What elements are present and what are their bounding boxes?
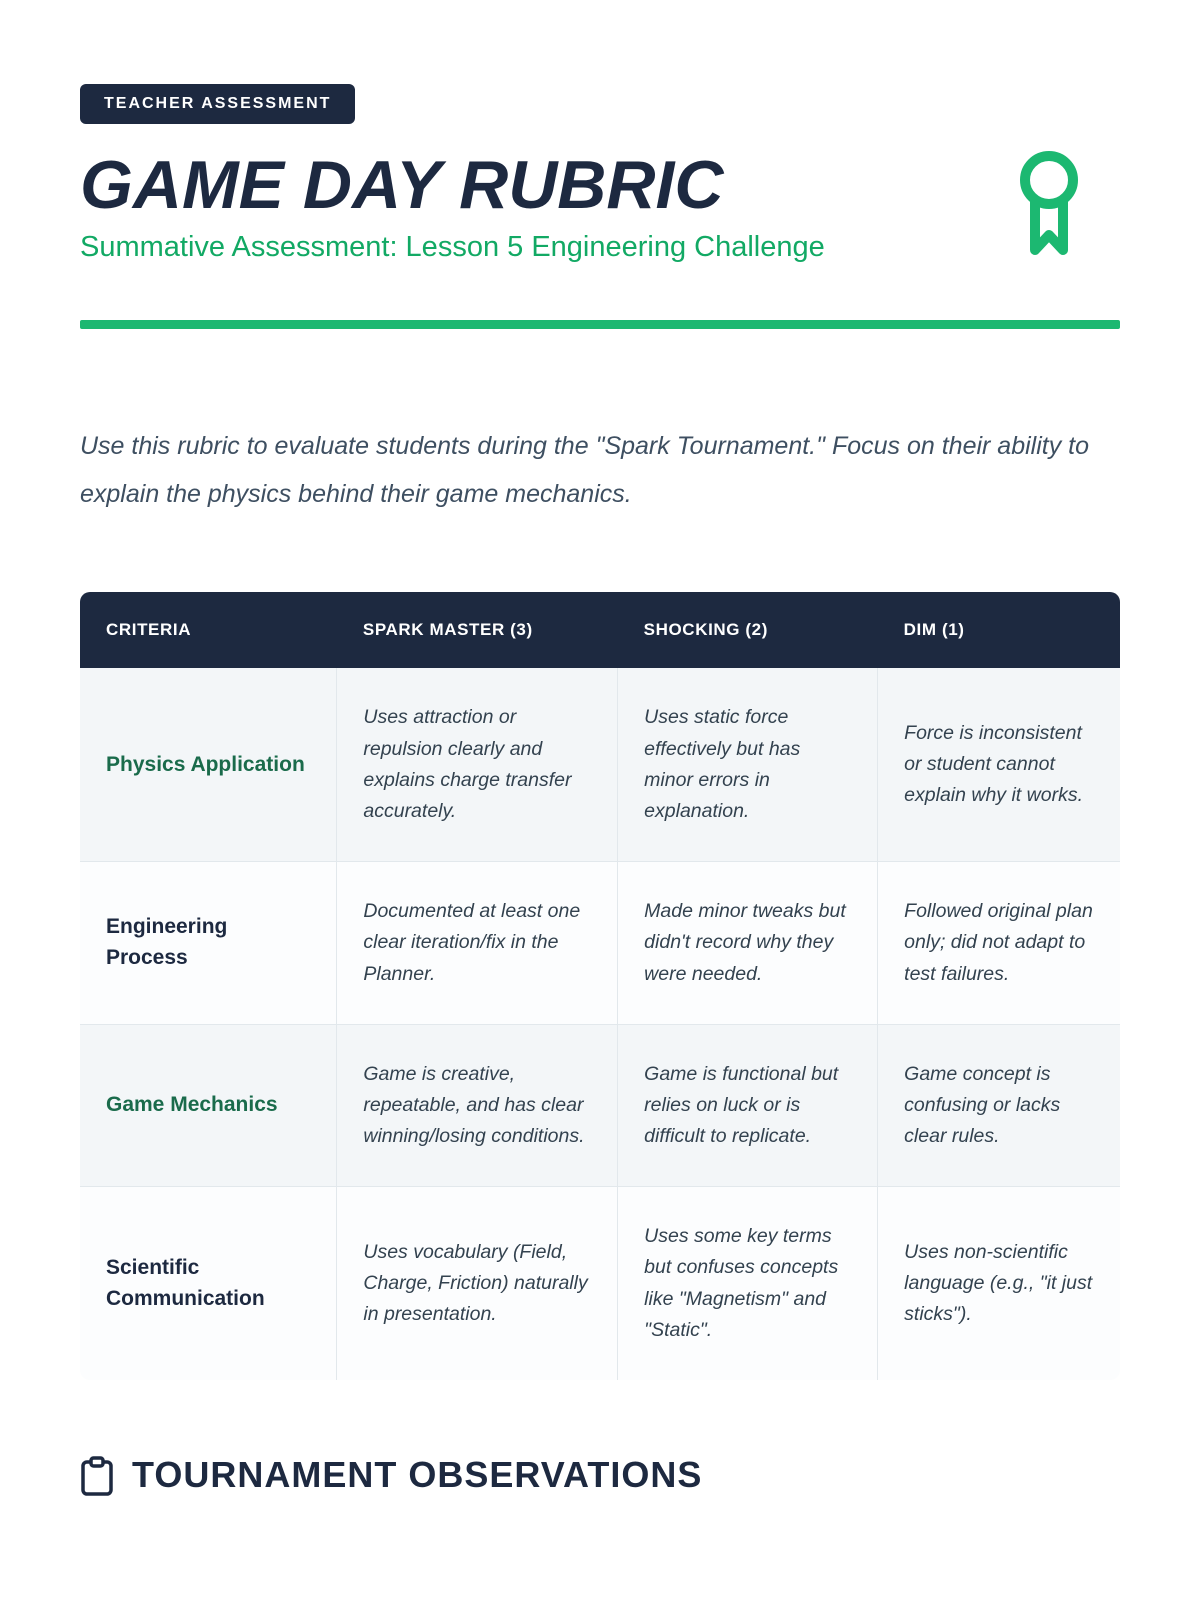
table-row-engineering-process	[80, 862, 1120, 1025]
intro-paragraph: Use this rubric to evaluate students during the "Spark Tournament." Focus on their ability to explain the physics behind their game mechanics.	[80, 432, 1090, 508]
rubric-cell: Uses vocabulary (Field, Charge, Friction) naturally in presentation.	[337, 1187, 618, 1380]
page-subtitle: Summative Assessment: Lesson 5 Engineering Challenge	[80, 231, 825, 264]
rubric-cell: Made minor tweaks but didn't record why they were needed.	[618, 862, 878, 1025]
page-title: GAME DAY RUBRIC	[80, 147, 724, 223]
award-ribbon-icon	[1016, 148, 1082, 260]
rubric-cell: Uses some key terms but confuses concepts like "Magnetism" and "Static".	[618, 1187, 878, 1380]
rubric-cell: Game is functional but relies on luck or is difficult to replicate.	[618, 1024, 878, 1187]
rubric-cell: Force is inconsistent or student cannot explain why it works.	[878, 668, 1120, 861]
rubric-cell: Documented at least one clear iteration/fix in the Planner.	[337, 862, 618, 1025]
column-header-criteria: CRITERIA	[80, 592, 337, 668]
table-header-row	[80, 592, 1120, 668]
criteria-cell: Engineering Process	[80, 862, 337, 1025]
table-row-game-mechanics	[80, 1024, 1120, 1187]
accent-divider	[80, 320, 1120, 329]
criteria-cell: Physics Application	[106, 752, 305, 776]
table-row-scientific-communication	[80, 1187, 1120, 1380]
rubric-table	[80, 592, 1120, 1380]
badge-label: TEACHER ASSESSMENT	[104, 95, 332, 112]
footer-heading-title: TOURNAMENT OBSERVATIONS	[132, 1454, 703, 1496]
rubric-cell: Game is creative, repeatable, and has clear winning/losing conditions.	[337, 1024, 618, 1187]
tournament-observations-section	[80, 1454, 1120, 1496]
rubric-cell: Uses non-scientific language (e.g., "it just sticks").	[878, 1187, 1120, 1380]
rubric-cell: Game concept is confusing or lacks clear rules.	[878, 1024, 1120, 1187]
clipboard-icon	[80, 1456, 114, 1496]
column-header-shocking: SHOCKING (2)	[618, 592, 878, 668]
rubric-cell: Followed original plan only; did not adapt to test failures.	[878, 862, 1120, 1025]
teacher-assessment-badge	[80, 84, 355, 124]
criteria-cell: Game Mechanics	[80, 1024, 337, 1187]
criteria-cell: Scientific Communication	[80, 1187, 337, 1380]
table-row-physics-application	[80, 668, 1120, 861]
rubric-cell: Uses attraction or repulsion clearly and explains charge transfer accurately.	[337, 668, 618, 861]
column-header-spark-master: SPARK MASTER (3)	[337, 592, 618, 668]
column-header-dim: DIM (1)	[878, 592, 1120, 668]
rubric-cell: Uses static force effectively but has minor errors in explanation.	[618, 668, 878, 861]
rubric-table-container	[80, 592, 1120, 1380]
